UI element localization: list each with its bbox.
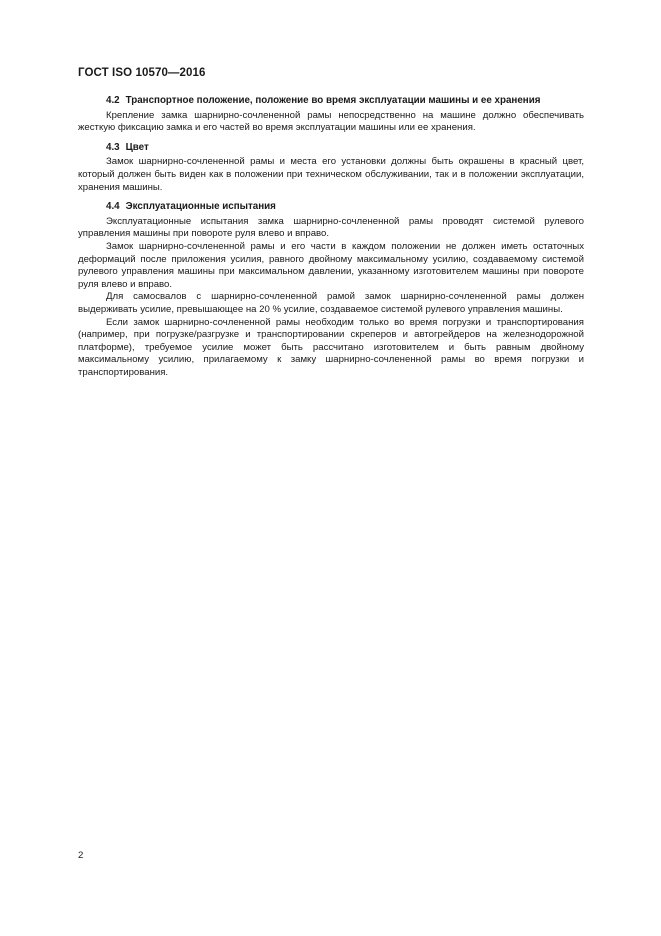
paragraph: Для самосвалов с шарнирно-сочлененной рамой замок шарнирно-сочлененной рамы должен выдерживать усилие, превышающее на 20 % усилие, создаваемое системой рулевого управления машины. [78,291,584,315]
section-title: Цвет [125,141,149,153]
document-header-title: ГОСТ ISO 10570—2016 [78,67,206,79]
document-body [78,95,584,386]
section-title: Транспортное положение, положение во время эксплуатации машины и ее хранения [125,95,541,106]
paragraph: Замок шарнирно-сочлененной рамы и места его установки должны быть окрашены в красный цвет, который должен быть виден как в положении при техническом обслуживании, так и в положении эксплуатации, хранения машины. [78,156,584,193]
section-title: Эксплуатационные испытания [125,201,276,213]
section-number: 4.4 [106,201,120,213]
section-heading [78,142,584,155]
paragraph: Крепление замка шарнирно-сочлененной рамы непосредственно на машине должно обеспечивать жесткую фиксацию замка и его частей во время эксплуатации машины или ее хранения. [78,109,584,134]
section-4-3 [78,142,584,194]
section-heading [78,95,584,108]
section-4-4 [78,201,584,379]
section-4-2 [78,95,584,135]
paragraph: Замок шарнирно-сочлененной рамы и его части в каждом положении не должен иметь остаточных деформаций после приложения усилия, равного двойному максимальному усилию, создаваемому системой рулевого управления машины при максимальном давлении, указанному изготовителем машины при повороте руля влево и вправо. [78,240,584,290]
section-heading [78,201,584,214]
paragraph: Эксплуатационные испытания замка шарнирно-сочлененной рамы проводят системой рулевого управления машины при повороте руля влево и вправо. [78,215,584,240]
section-number: 4.3 [106,141,120,153]
section-number: 4.2 [106,95,120,106]
page-number: 2 [78,850,84,861]
paragraph: Если замок шарнирно-сочлененной рамы необходим только во время погрузки и транспортирования (например, при погрузке/разгрузке и транспортировании скреперов и автогрейдеров на железнодорожной платформе), требуемое усилие может быть рассчитано изготовителем и быть равным двойному максимальному усилию, прилагаемому к замку шарнирно-сочлененной рамы во время погрузки и транспортирования. [78,316,584,378]
